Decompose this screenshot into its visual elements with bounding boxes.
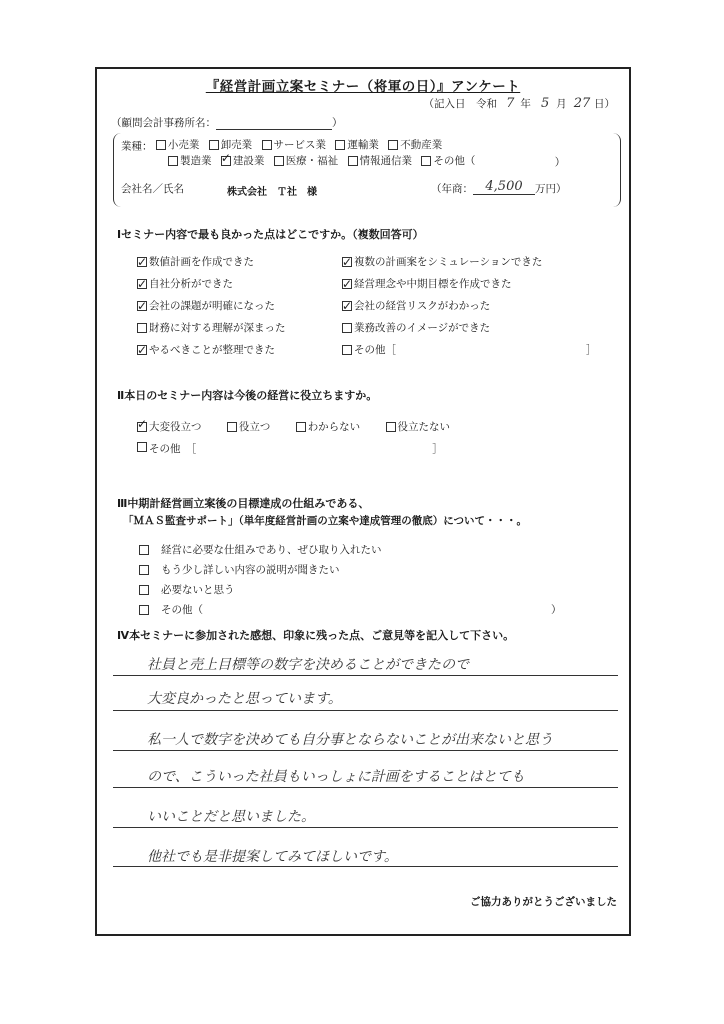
checkbox-icon[interactable] [388,140,398,150]
industry-option[interactable]: 不動産業 [388,137,442,152]
industry-option[interactable]: 情報通信業 [348,153,413,168]
checkbox-icon[interactable] [139,565,149,575]
q3-option[interactable]: 経営に必要な仕組みであり、ぜひ取り入れたい [139,541,382,559]
industry-option[interactable]: 小売業 [156,137,200,152]
industry-option[interactable]: 製造業 [168,153,212,168]
checkbox-icon[interactable] [227,422,237,432]
checkbox-checked-icon[interactable] [137,422,147,432]
answer-rule [113,866,618,867]
checkbox-icon[interactable] [156,140,166,150]
survey-form [95,67,631,936]
checkbox-icon[interactable] [139,585,149,595]
q1-option[interactable]: ✓ 会社の課題が明確になった [137,296,275,316]
checkbox-checked-icon[interactable] [342,257,352,267]
answer-rule [113,710,618,711]
q1-option[interactable]: 財務に対する理解が深まった [137,318,286,338]
checkbox-icon[interactable] [137,442,147,452]
q2-option[interactable]: 役立たない [386,419,451,434]
q1-option[interactable]: ✓ 経営理念や中期目標を作成できた [342,274,512,294]
answer-rule [113,787,618,788]
q3-option[interactable]: もう少し詳しい内容の説明が聞きたい [139,561,340,579]
checkbox-checked-icon[interactable] [221,156,231,166]
comment-line[interactable]: ので、こういった社員もいっしょに計画をすることはとても [147,769,525,785]
checkbox-icon[interactable] [342,323,352,333]
q1-right-options [342,252,603,362]
q1-option[interactable]: ✓ 自社分析ができた [137,274,233,294]
q3-heading-line2: 「ＭＡＳ監査サポート」（単年度経営計画の立案や達成管理の徹底）について・・・。 [123,515,528,527]
form-title: 『経営計画立案セミナー（将軍の日）』アンケート [205,79,521,95]
answer-rule [113,675,618,676]
q2-options [137,419,456,435]
checkbox-icon[interactable] [168,156,178,166]
q1-option[interactable]: ✓ 複数の計画案をシミュレーションできた [342,252,542,272]
industry-option[interactable]: 医療・福祉 [274,153,339,168]
checkbox-icon[interactable] [335,140,345,150]
industry-row-1 [121,137,448,154]
answer-rule [113,827,618,828]
q2-option[interactable]: わからない [296,419,361,434]
industry-option[interactable]: 運輸業 [335,137,379,152]
company-label: 会社名／氏名 [121,183,184,195]
q3-heading-line1: Ⅲ中期計経営画立案後の目標達成の仕組みである、 [117,497,370,510]
comment-line[interactable]: 他社でも是非提案してみてほしいです。 [147,849,398,865]
q1-option[interactable]: ✓ 数値計画を作成できた [137,252,254,272]
closing-message: ご協力ありがとうございました [470,896,617,908]
checkbox-icon[interactable] [139,545,149,555]
q3-options [139,541,568,621]
checkbox-checked-icon[interactable] [137,345,147,355]
q3-option[interactable]: その他（ ） [139,601,562,619]
checkbox-icon[interactable] [342,345,352,355]
answer-rule [113,750,618,751]
comment-line[interactable]: 私一人で数字を決めても自分事とならないことが出来ないと思う [147,732,553,748]
checkbox-icon[interactable] [262,140,272,150]
accounting-firm-row: （顧問会計事務所名： ） [111,117,343,129]
q1-option[interactable]: ✓ 会社の経営リスクがわかった [342,296,490,316]
checkbox-checked-icon[interactable] [342,279,352,289]
industry-option[interactable]: その他（ [421,153,475,168]
checkbox-icon[interactable] [274,156,284,166]
q1-option[interactable]: 業務改善のイメージができた [342,318,490,338]
industry-row-2: 製造業 ✓ 建設業 医療・福祉 情報通信業 その他（ ） [168,153,565,170]
q1-heading: Ⅰセミナー内容で最も良かった点はどこですか。（複数回答可） [117,228,424,241]
checkbox-checked-icon[interactable] [137,279,147,289]
checkbox-icon[interactable] [296,422,306,432]
checkbox-icon[interactable] [348,156,358,166]
checkbox-icon[interactable] [137,323,147,333]
comment-line[interactable]: 社員と売上目標等の数字を決めることができたので [147,657,469,673]
q3-option[interactable]: 必要ないと思う [139,581,235,599]
accounting-firm-field[interactable] [216,117,332,130]
q2-option[interactable]: ✓ 大変役立つ [137,419,202,434]
record-date-year[interactable]: 7 [506,96,515,111]
industry-option[interactable]: サービス業 [262,137,327,152]
record-date-month[interactable]: 5 [541,96,550,111]
revenue-row: （年商： 4,500 万円） [431,179,567,195]
q2-option[interactable]: 役立つ [227,419,271,434]
company-name[interactable]: 株式会社 Ｔ社 様 [227,187,317,198]
q1-left-options [137,252,292,362]
checkbox-checked-icon[interactable] [342,301,352,311]
comment-line[interactable]: いいことだと思いました。 [147,809,315,825]
checkbox-checked-icon[interactable] [137,301,147,311]
record-date: （記入日 令和 7 年 5 月 27 日） [423,96,615,111]
industry-option[interactable]: 卸売業 [209,137,253,152]
accounting-firm-label: （顧問会計事務所名： [111,117,216,129]
checkbox-icon[interactable] [209,140,219,150]
checkbox-icon[interactable] [139,605,149,615]
record-date-day[interactable]: 27 [573,96,591,111]
checkbox-icon[interactable] [421,156,431,166]
q2-other[interactable]: その他 ［ ］ [137,441,443,456]
checkbox-icon[interactable] [386,422,396,432]
q1-option[interactable]: その他［ ］ [342,340,597,360]
revenue-value[interactable]: 4,500 [473,179,535,195]
checkbox-checked-icon[interactable] [137,257,147,267]
comment-line[interactable]: 大変良かったと思っています。 [147,691,342,707]
q4-heading: Ⅳ本セミナーに参加された感想、印象に残った点、ご意見等を記入して下さい。 [117,629,515,642]
q1-option[interactable]: ✓ やるべきことが整理できた [137,340,275,360]
industry-label: 業種： [121,140,153,153]
q2-heading: Ⅱ本日のセミナー内容は今後の経営に役立ちますか。 [117,389,378,402]
industry-option-selected[interactable]: ✓ 建設業 [221,153,265,168]
